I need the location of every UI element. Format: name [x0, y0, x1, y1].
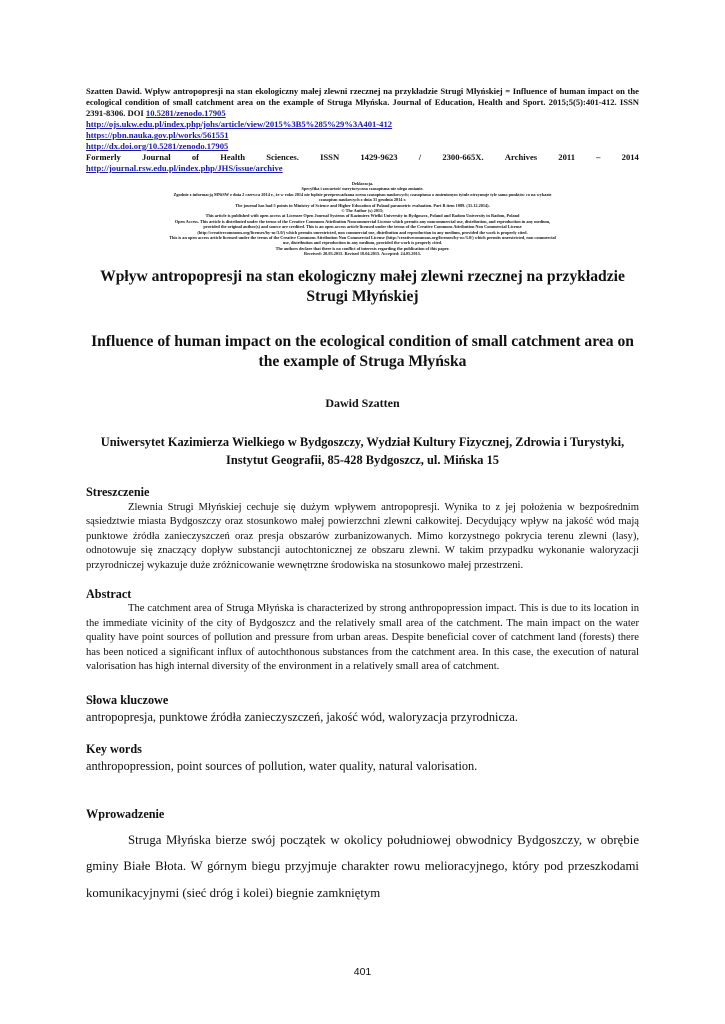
citation-block	[86, 86, 639, 174]
license-line: Zgodnie z informacją MNiSW z dnia 2 czerwca 2014 r., że w roku 2014 nie będzie przeprowadzana ocena czasopism naukowych; czasopismo o zmienionym tytule otrzymuje tyle samo punktów co na wykazie	[173, 191, 552, 197]
doi-link[interactable]: 10.5281/zenodo.17905	[145, 108, 226, 118]
license-line: use, distribution and reproduction in any medium, provided the work is properly cited.	[282, 240, 443, 246]
license-line: Received: 20.03.2015. Revised 18.04.2015. Accepted: 24.05.2015.	[304, 251, 421, 257]
license-line: The authors declare that there is no conflict of interests regarding the publication of this paper.	[275, 245, 450, 251]
license-declaration	[86, 181, 639, 257]
key-words-text: anthropopression, point sources of pollution, water quality, natural valorisation.	[86, 758, 478, 773]
pbn-link[interactable]: https://pbn.nauka.gov.pl/works/561551	[86, 130, 229, 140]
formerly-journal-line	[86, 152, 639, 163]
formerly-word: Sciences.	[266, 152, 299, 162]
key-words-section	[86, 742, 639, 774]
formerly-word: /	[418, 152, 422, 162]
key-words-heading: Key words	[86, 741, 142, 756]
page-number: 401	[353, 966, 372, 978]
archive-link[interactable]: http://journal.rsw.edu.pl/index.php/JHS/issue/archive	[86, 163, 283, 173]
license-line: (http://creativecommons.org/licenses/by-nc/3.0/) which permits unrestricted, non commercial use, distribution and reproduction in any medium, provided the work is properly cited.	[197, 229, 528, 235]
abstract-heading: Abstract	[86, 587, 132, 602]
author-affiliation: Uniwersytet Kazimierza Wielkiego w Bydgoszczy, Wydział Kultury Fizycznej, Zdrowia i Turystyki, Instytut Geografii, 85-428 Bydgoszcz, ul. Mińska 15	[100, 434, 625, 467]
formerly-word: Archives	[504, 152, 538, 162]
citation-text: Szatten Dawid. Wpływ antropopresji na stan ekologiczny małej zlewni rzecznej na przykładzie Strugi Młyńskiej = Influence of human impact on the ecological condition of small catchment area on the example of Struga Młyńska. Journal of Education, Health and Sport. 2015;5(5):401-412. ISSN 2391-8306. DOI	[86, 86, 639, 118]
wprowadzenie-text: Struga Młyńska bierze swój początek w okolicy południowej obwodnicy Bydgoszczy, w obrębie gminy Białe Błota. W górnym biegu przyjmuje charakter rowu melioracyjnego, który pod przeszkodami komunikacyjnymi (sieć dróg i kolei) biegnie zamkniętym	[86, 832, 639, 900]
formerly-word: Journal	[142, 152, 171, 162]
formerly-word: 2300-665X.	[442, 152, 484, 162]
license-line: The journal has had 5 points in Ministry of Science and Higher Education of Poland parametric evaluation. Part B item 1089. (31.12.2014).	[235, 202, 490, 208]
wprowadzenie-heading: Wprowadzenie	[86, 806, 165, 821]
formerly-word: 2014	[621, 152, 639, 162]
formerly-word: Formerly	[86, 152, 121, 162]
ojs-link[interactable]: http://ojs.ukw.edu.pl/index.php/johs/article/view/2015%3B5%285%29%3A401-412	[86, 119, 393, 129]
formerly-word: –	[596, 152, 601, 162]
streszczenie-section	[86, 485, 639, 574]
title-polish: Wpływ antropopresji na stan ekologiczny małej zlewni rzecznej na przykładzie Strugi Młyńskiej	[100, 267, 625, 305]
slowa-kluczowe-text: antropopresja, punktowe źródła zanieczyszczeń, jakość wód, waloryzacja przyrodnicza.	[86, 709, 518, 724]
streszczenie-text: Zlewnia Strugi Młyńskiej cechuje się dużym wpływem antropopresji. Wynika to z jej położenia w bezpośrednim sąsiedztwie miasta Bydgoszczy oraz stosunkowo małej powierzchni zlewni całkowitej. Decydujący wpływ na jakość wód mają punktowe źródła zanieczyszczeń oraz presja obszarów zurbanizowanych. Mimo korzystnego pokrycia terenu zlewni (lasy), odnotowuje się znaczący dopływ substancji autochtonicznej ze obszaru zlewni. W takim przypadku wykonanie waloryzacji przyrodniczej wykazuje duże zróżnicowanie wewnętrzne środowiska na stosunkowo małej przestrzeni.	[86, 501, 639, 571]
license-line: Open Access. This article is distributed under the terms of the Creative Commons Attribution Noncommercial License which permits any noncommercial use, distribution, and reproduction in any medium,	[174, 218, 551, 224]
formerly-word: 2011	[558, 152, 575, 162]
license-line: This is an open access article licensed under the terms of the Creative Commons Attribution Non Commercial License (http://creativecommons.org/licenses/by-nc/3.0/) which permits unrestricted, non commercial	[169, 235, 556, 241]
title-english: Influence of human impact on the ecological condition of small catchment area on the example of Struga Młyńska	[91, 332, 634, 370]
article-page	[86, 86, 639, 906]
formerly-word: Health	[220, 152, 246, 162]
author-name: Dawid Szatten	[325, 395, 400, 410]
formerly-word: ISSN	[320, 152, 340, 162]
license-line: czasopism naukowych z dnia 31 grudnia 2014 r.	[318, 197, 407, 203]
license-line: Specyfika i zawartość merytoryczna czasopisma nie ulega zmianie.	[301, 186, 424, 192]
slowa-kluczowe-section	[86, 693, 639, 725]
dx-doi-link[interactable]: http://dx.doi.org/10.5281/zenodo.17905	[86, 141, 229, 151]
license-line: © The Author (s) 2015;	[341, 208, 384, 214]
license-line: provided the original author(s) and source are credited. This is an open access article licensed under the terms of the Creative Commons Attribution Non Commercial License	[203, 224, 522, 230]
license-line: This article is published with open access at Licensee Open Journal Systems of Kazimierz Wielki University in Bydgoszcz, Poland and Radom University in Radom, Poland	[205, 213, 520, 219]
abstract-text: The catchment area of Struga Młyńska is characterized by strong anthropopression impact. This is due to its location in the immediate vicinity of the city of Bydgoszcz and the relatively small area of the catchment. The main impact on the water quality have point sources of pollution and pressure from urban areas. Despite beneficial cover of catchment land (forests) there has been noticed a significant influx of autochthonous substances from the catchment area. In this case, the execution of natural valorisation has high internal diversity of the environment in a relatively small area of catchment.	[86, 603, 639, 673]
slowa-kluczowe-heading: Słowa kluczowe	[86, 692, 169, 707]
wprowadzenie-section	[86, 807, 639, 907]
abstract-section	[86, 587, 639, 675]
formerly-word: of	[191, 152, 200, 162]
license-line: Deklaracja.	[351, 181, 374, 186]
streszczenie-heading: Streszczenie	[86, 484, 150, 499]
formerly-word: 1429-9623	[360, 152, 398, 162]
